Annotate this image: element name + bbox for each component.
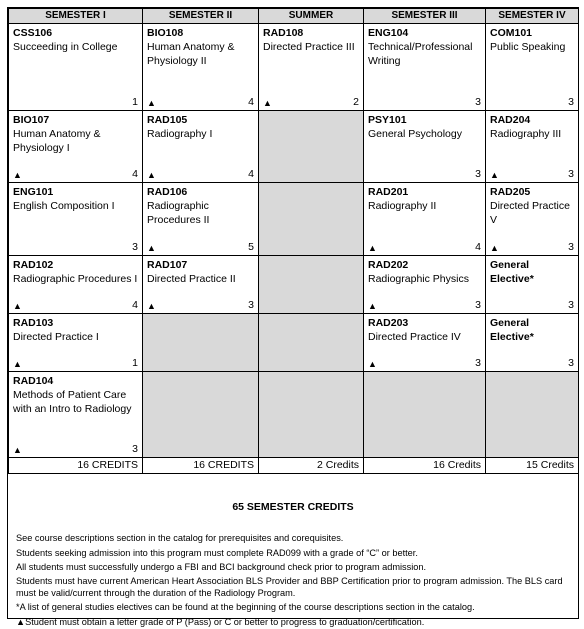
course-cell xyxy=(364,183,486,256)
course-cell-content xyxy=(364,111,485,182)
course-credits: 1 xyxy=(132,357,138,369)
course-code: RAD102 xyxy=(13,259,54,271)
header-semester-2: SEMESTER II xyxy=(143,9,259,24)
totals-row xyxy=(9,458,579,474)
course-cell-content xyxy=(486,24,578,110)
course-cell xyxy=(9,24,143,111)
course-code: RAD107 xyxy=(147,259,188,271)
course-credits: 4 xyxy=(248,96,254,108)
course-cell-content xyxy=(9,183,142,255)
grade-requirement-triangle-icon: ▲ xyxy=(490,243,499,253)
course-code: General Elective* xyxy=(490,259,534,285)
course-credits: 3 xyxy=(568,299,574,311)
empty-cell xyxy=(259,372,364,458)
course-grid xyxy=(8,8,579,474)
course-credits: 4 xyxy=(475,241,481,253)
course-credits: 3 xyxy=(132,443,138,455)
footer xyxy=(8,481,578,629)
course-code: CSS106 xyxy=(13,27,53,39)
course-cell xyxy=(486,314,579,372)
grade-requirement-triangle-icon: ▲ xyxy=(147,98,156,108)
course-cell xyxy=(9,372,143,458)
course-credits: 3 xyxy=(475,299,481,311)
course-code: ENG101 xyxy=(13,186,54,198)
course-code: BIO108 xyxy=(147,27,184,39)
course-cell-content xyxy=(9,111,142,182)
course-credits: 3 xyxy=(568,96,574,108)
total-credits: 65 SEMESTER CREDITS xyxy=(232,501,354,513)
course-cell xyxy=(9,314,143,372)
semester-total: 15 Credits xyxy=(486,458,579,474)
course-cell xyxy=(9,256,143,314)
course-code: COM101 xyxy=(490,27,533,39)
course-cell-content xyxy=(364,256,485,313)
course-title: Directed Practice IV xyxy=(368,331,461,343)
course-title: Directed Practice II xyxy=(147,273,236,285)
course-code: RAD105 xyxy=(147,114,188,126)
semester-total: 2 Credits xyxy=(259,458,364,474)
grade-requirement-triangle-icon: ▲ xyxy=(147,243,156,253)
grade-requirement-triangle-icon: ▲ xyxy=(13,445,22,455)
course-cell-content xyxy=(143,256,258,313)
course-credits: 2 xyxy=(353,96,359,108)
empty-cell xyxy=(259,183,364,256)
course-cell-content xyxy=(9,372,142,457)
course-cell-content xyxy=(143,24,258,110)
course-row xyxy=(9,372,579,458)
course-cell xyxy=(364,314,486,372)
course-code: RAD204 xyxy=(490,114,531,126)
course-title: Radiographic Procedures I xyxy=(13,273,138,285)
course-row xyxy=(9,314,579,372)
semester-total: 16 CREDITS xyxy=(143,458,259,474)
course-code: RAD201 xyxy=(368,186,409,198)
grade-requirement-triangle-icon: ▲ xyxy=(13,359,22,369)
course-cell xyxy=(486,256,579,314)
header-semester-3: SEMESTER III xyxy=(364,9,486,24)
grade-requirement-triangle-icon: ▲ xyxy=(368,301,377,311)
course-title: Radiography III xyxy=(490,128,562,140)
course-cell-content xyxy=(143,111,258,182)
course-credits: 3 xyxy=(475,168,481,180)
course-credits: 3 xyxy=(568,241,574,253)
course-row xyxy=(9,256,579,314)
course-cell xyxy=(486,111,579,183)
course-credits: 4 xyxy=(132,299,138,311)
course-cell xyxy=(486,183,579,256)
semester-total: 16 CREDITS xyxy=(9,458,143,474)
grade-requirement-triangle-icon: ▲ xyxy=(368,359,377,369)
course-cell xyxy=(9,183,143,256)
course-title: Methods of Patient Care with an Intro to Radiology xyxy=(13,389,132,415)
course-credits: 3 xyxy=(475,357,481,369)
notes xyxy=(8,531,578,629)
course-cell-content xyxy=(9,256,142,313)
course-cell-content xyxy=(364,24,485,110)
course-title: Human Anatomy & Physiology II xyxy=(147,41,235,67)
course-code: ENG104 xyxy=(368,27,409,39)
course-row xyxy=(9,111,579,183)
grade-requirement-triangle-icon: ▲ xyxy=(147,170,156,180)
grade-requirement-triangle-icon: ▲ xyxy=(147,301,156,311)
note-background-check: All students must successfully undergo a FBI and BCI background check prior to program admission. xyxy=(16,562,427,573)
course-row xyxy=(9,183,579,256)
empty-cell xyxy=(486,372,579,458)
course-title: General Psychology xyxy=(368,128,462,140)
empty-cell xyxy=(143,314,259,372)
note-rad099: Students seeking admission into this program must complete RAD099 with a grade of “C” or better. xyxy=(16,547,418,558)
course-code: RAD104 xyxy=(13,375,54,387)
empty-cell xyxy=(259,314,364,372)
note-grade-requirement: ▲Student must obtain a letter grade of P (Pass) or C or better to progress to graduation/certification. xyxy=(16,616,425,627)
grade-requirement-triangle-icon: ▲ xyxy=(13,301,22,311)
course-credits: 5 xyxy=(248,241,254,253)
course-cell xyxy=(143,111,259,183)
course-cell xyxy=(143,24,259,111)
course-credits: 3 xyxy=(568,357,574,369)
course-credits: 3 xyxy=(475,96,481,108)
grade-requirement-triangle-icon: ▲ xyxy=(263,98,272,108)
grade-requirement-triangle-icon: ▲ xyxy=(490,170,499,180)
course-code: RAD202 xyxy=(368,259,409,271)
course-cell xyxy=(364,111,486,183)
course-title: Succeeding in College xyxy=(13,41,118,53)
course-cell-content xyxy=(486,314,578,371)
course-row xyxy=(9,24,579,111)
course-credits: 4 xyxy=(132,168,138,180)
course-cell xyxy=(259,24,364,111)
course-code: General Elective* xyxy=(490,317,534,343)
course-cell-content xyxy=(143,183,258,255)
empty-cell xyxy=(143,372,259,458)
course-code: PSY101 xyxy=(368,114,407,126)
course-cell-content xyxy=(486,256,578,313)
empty-cell xyxy=(259,111,364,183)
course-title: Directed Practice V xyxy=(490,200,570,226)
course-cell-content xyxy=(9,24,142,110)
course-cell xyxy=(486,24,579,111)
note-electives: *A list of general studies electives can be found at the beginning of the course descriptions section in the catalog. xyxy=(16,601,475,612)
course-code: RAD103 xyxy=(13,317,54,329)
course-credits: 1 xyxy=(132,96,138,108)
course-code: RAD203 xyxy=(368,317,409,329)
course-cell-content xyxy=(9,314,142,371)
course-title: Human Anatomy & Physiology I xyxy=(13,128,101,154)
course-code: RAD205 xyxy=(490,186,531,198)
course-title: Radiographic Procedures II xyxy=(147,200,210,226)
course-title: Public Speaking xyxy=(490,41,566,53)
course-title: Technical/Professional Writing xyxy=(368,41,473,67)
course-cell-content xyxy=(364,183,485,255)
course-title: English Composition I xyxy=(13,200,115,212)
empty-cell xyxy=(364,372,486,458)
course-credits: 3 xyxy=(132,241,138,253)
semester-total: 16 Credits xyxy=(364,458,486,474)
course-code: BIO107 xyxy=(13,114,50,126)
course-cell xyxy=(9,111,143,183)
program-sheet xyxy=(7,7,579,627)
course-credits: 4 xyxy=(248,168,254,180)
course-credits: 3 xyxy=(248,299,254,311)
course-title: Radiographic Physics xyxy=(368,273,469,285)
course-code: RAD108 xyxy=(263,27,304,39)
course-cell-content xyxy=(486,111,578,182)
course-title: Directed Practice I xyxy=(13,331,99,343)
course-code: RAD106 xyxy=(147,186,188,198)
course-title: Radiography II xyxy=(368,200,437,212)
course-cell xyxy=(364,24,486,111)
note-prerequisites: See course descriptions section in the catalog for prerequisites and corequisites. xyxy=(16,533,344,543)
course-cell xyxy=(143,183,259,256)
course-title: Directed Practice III xyxy=(263,41,355,53)
note-bls-certification: Students must have current American Heart Association BLS Provider and BBP Certification prior to program admission. The BLS card must be valid/current through the duration of the Radiology Program. xyxy=(16,575,563,599)
grade-requirement-triangle-icon: ▲ xyxy=(368,243,377,253)
course-cell-content xyxy=(364,314,485,371)
empty-cell xyxy=(259,256,364,314)
header-semester-1: SEMESTER I xyxy=(9,9,143,24)
grade-requirement-triangle-icon: ▲ xyxy=(13,170,22,180)
course-cell-content xyxy=(486,183,578,255)
course-credits: 3 xyxy=(568,168,574,180)
header-summer: SUMMER xyxy=(259,9,364,24)
header-semester-4: SEMESTER IV xyxy=(486,9,579,24)
course-cell xyxy=(143,256,259,314)
course-title: Radiography I xyxy=(147,128,213,140)
course-cell xyxy=(364,256,486,314)
course-cell-content xyxy=(259,24,363,110)
